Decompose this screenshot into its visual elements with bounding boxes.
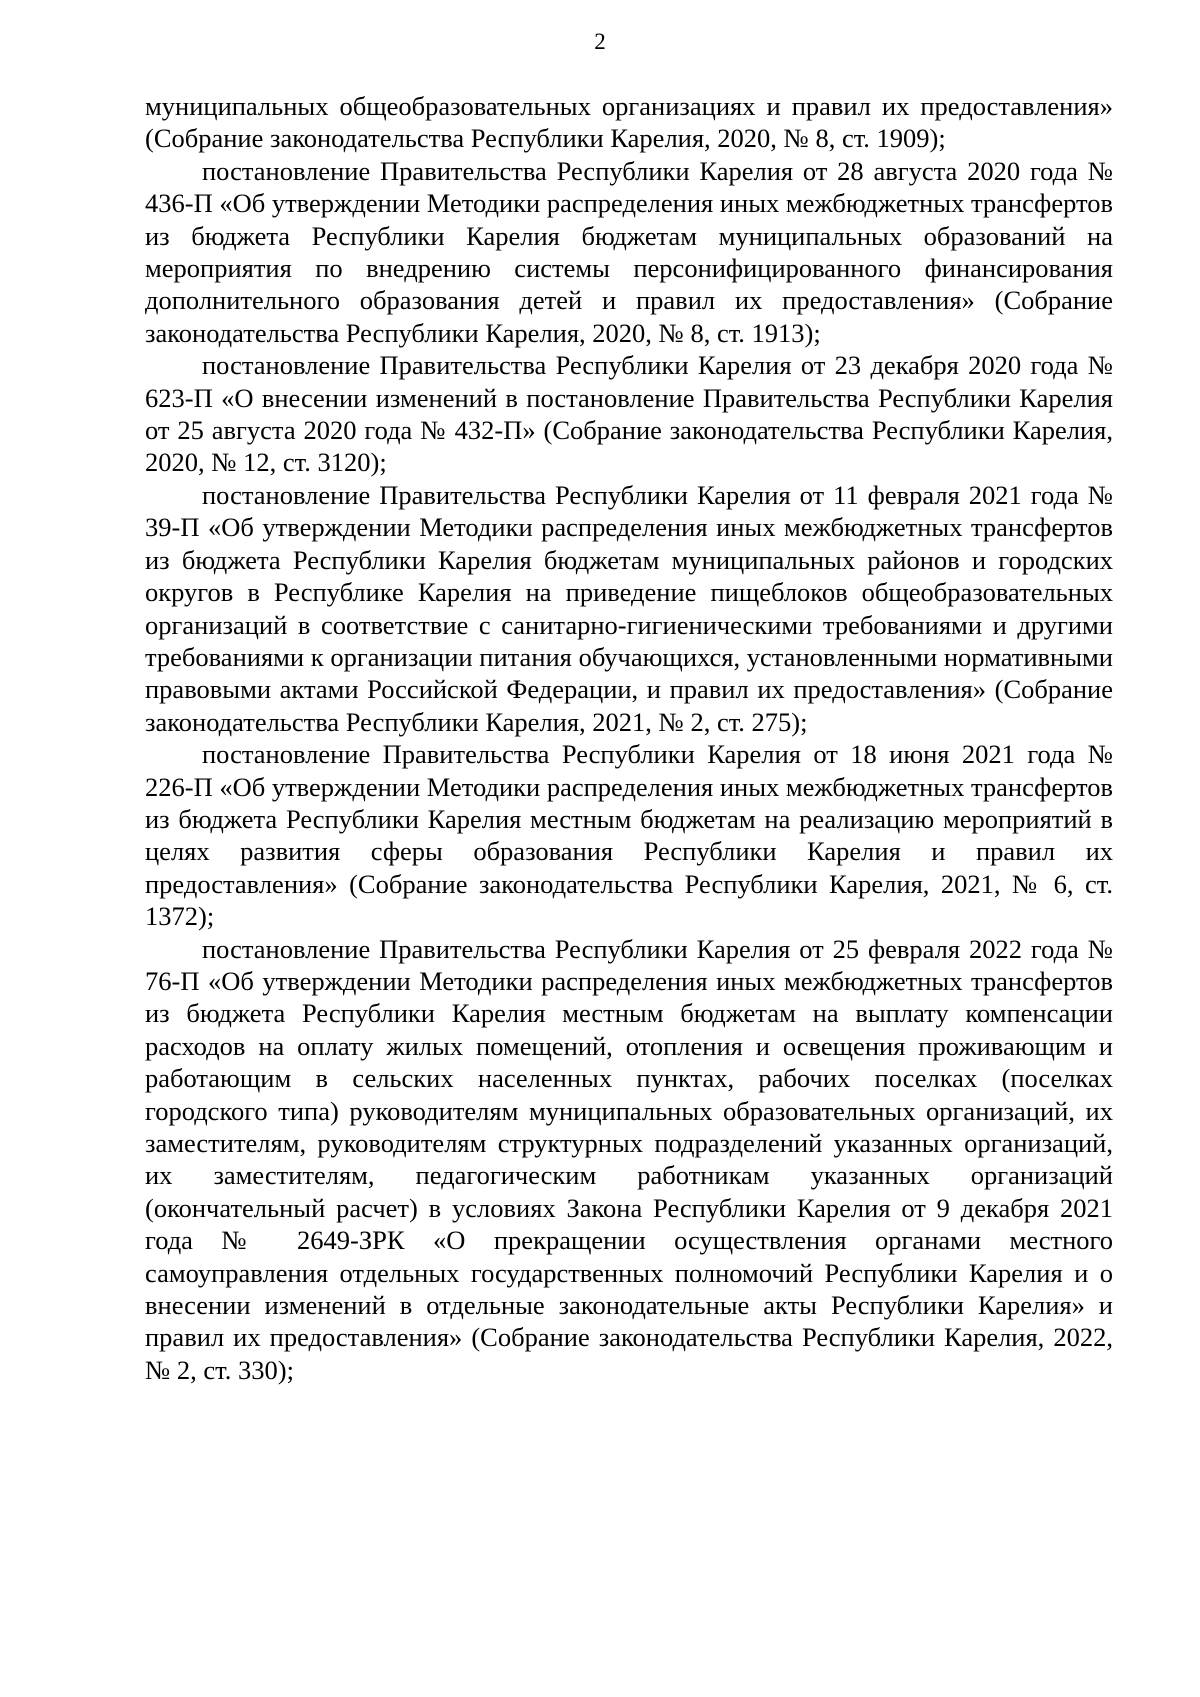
paragraph-resolution-623: постановление Правительства Республики Карелия от 23 декабря 2020 года № 623-П «О внесении изменений в постановление Правительства Республики Карелия от 25 августа 2020 года № 432-П» (Собрание законодательства Республики Карелия, 2020, № 12, ст. 3120); [145, 350, 1113, 478]
paragraph-resolution-76: постановление Правительства Республики Карелия от 25 февраля 2022 года № 76-П «Об утверждении Методики распределения иных межбюджетных трансфертов из бюджета Республики Карелия местным бюджетам на выплату компенсации расходов на оплату жилых помещений, отопления и освещения проживающим и работающим в сельских населенных пунктах, рабочих поселках (поселках городского типа) руководителям муниципальных образовательных организаций, их заместителям, руководителям структурных подразделений указанных организаций, их заместителям, педагогическим работникам указанных организаций (окончательный расчет) в условиях Закона Республики Карелия от 9 декабря 2021 года № 2649-ЗРК «О прекращении осуществления органами местного самоуправления отдельных государственных полномочий Республики Карелия и о внесении изменений в отдельные законодательные акты Республики Карелия» и правил их предоставления» (Собрание законодательства Республики Карелия, 2022, № 2, ст. 330); [145, 933, 1113, 1385]
document-body [145, 90, 1113, 1386]
paragraph-continuation: муниципальных общеобразовательных организациях и правил их предоставления» (Собрание законодательства Республики Карелия, 2020, № 8, ст. 1909); [145, 91, 1113, 154]
page-number: 2 [594, 29, 606, 54]
paragraph-resolution-39: постановление Правительства Республики Карелия от 11 февраля 2021 года № 39-П «Об утверждении Методики распределения иных межбюджетных трансфертов из бюджета Республики Карелия бюджетам муниципальных районов и городских округов в Республике Карелия на приведение пищеблоков общеобразовательных организаций в соответствие с санитарно-гигиеническими требованиями и другими требованиями к организации питания обучающихся, установленными нормативными правовыми актами Российской Федерации, и правил их предоставления» (Собрание законодательства Республики Карелия, 2021, № 2, ст. 275); [145, 479, 1113, 737]
paragraph-resolution-226: постановление Правительства Республики Карелия от 18 июня 2021 года № 226-П «Об утверждении Методики распределения иных межбюджетных трансфертов из бюджета Республики Карелия местным бюджетам на реализацию мероприятий в целях развития сферы образования Республики Карелия и правил их предоставления» (Собрание законодательства Республики Карелия, 2021, № 6, ст. 1372); [145, 739, 1113, 932]
paragraph-resolution-436: постановление Правительства Республики Карелия от 28 августа 2020 года № 436-П «Об утверждении Методики распределения иных межбюджетных трансфертов из бюджета Республики Карелия бюджетам муниципальных образований на мероприятия по внедрению системы персонифицированного финансирования дополнительного образования детей и правил их предоставления» (Собрание законодательства Республики Карелия, 2020, № 8, ст. 1913); [145, 155, 1113, 348]
